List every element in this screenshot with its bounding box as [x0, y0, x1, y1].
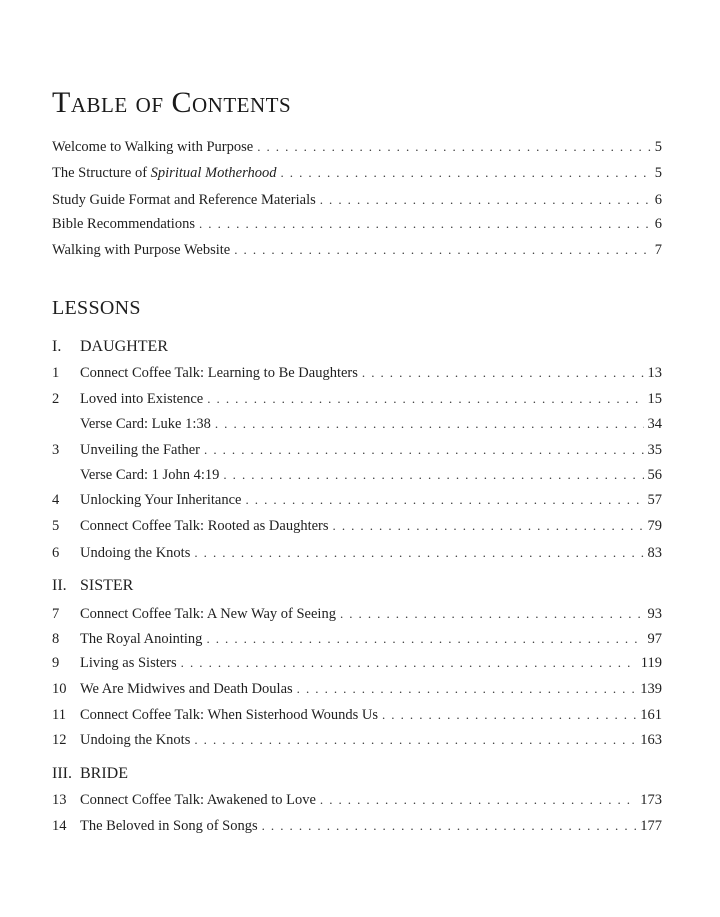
lesson-number: 6: [52, 545, 60, 561]
part-title: SISTER: [80, 577, 134, 594]
toc-entry[interactable]: [52, 543, 662, 563]
toc-entry-page: 15: [647, 391, 662, 407]
toc-entry-label: Undoing the Knots: [80, 545, 191, 561]
toc-entry-label: The Beloved in Song of Songs: [80, 818, 258, 834]
toc-entry[interactable]: [52, 516, 662, 536]
dot-leader: [199, 214, 651, 234]
page-title: Table of Contents: [52, 86, 292, 119]
dot-leader: [340, 604, 644, 624]
toc-entry-page: 6: [654, 192, 662, 208]
part-heading-bride: [52, 763, 662, 785]
lesson-number: 2: [52, 391, 60, 407]
toc-entry-label-italic: Spiritual Motherhood: [150, 165, 277, 181]
toc-entry-page: 177: [640, 818, 662, 834]
toc-entry-label: The Royal Anointing: [80, 631, 203, 647]
toc-entry-bible[interactable]: [52, 214, 662, 234]
lesson-number: 8: [52, 631, 60, 647]
dot-leader: [204, 440, 643, 460]
toc-entry-label: Connect Coffee Talk: A New Way of Seeing: [80, 606, 336, 622]
toc-entry-page: 79: [647, 518, 662, 534]
toc-entry[interactable]: [52, 790, 662, 810]
toc-entry-label: Welcome to Walking with Purpose: [52, 139, 254, 155]
toc-entry-page: 83: [647, 545, 662, 561]
toc-entry-label: Loved into Existence: [80, 391, 204, 407]
toc-entry-page: 34: [647, 416, 662, 432]
lesson-number: 5: [52, 518, 60, 534]
lesson-number: 11: [52, 707, 66, 723]
toc-entry-label: Undoing the Knots: [80, 732, 191, 748]
part-numeral: I.: [52, 338, 62, 355]
lesson-number: 10: [52, 681, 67, 697]
toc-entry[interactable]: [52, 604, 662, 624]
part-heading-sister: [52, 575, 662, 597]
lesson-number: 4: [52, 492, 60, 508]
part-numeral: II.: [52, 577, 67, 594]
lesson-number: 14: [52, 818, 67, 834]
dot-leader: [245, 490, 643, 510]
toc-entry-welcome[interactable]: [52, 137, 662, 157]
toc-entry-page: 93: [647, 606, 662, 622]
toc-entry-page: 7: [654, 242, 662, 258]
dot-leader: [257, 137, 651, 157]
toc-entry[interactable]: [52, 363, 662, 383]
dot-leader: [333, 516, 644, 536]
dot-leader: [382, 705, 636, 725]
lesson-number: 12: [52, 732, 67, 748]
lessons-heading: LESSONS: [52, 297, 141, 319]
dot-leader: [215, 414, 644, 434]
toc-entry-label: Living as Sisters: [80, 655, 177, 671]
dot-leader: [320, 190, 651, 210]
toc-entry[interactable]: [52, 490, 662, 510]
lesson-number: 7: [52, 606, 60, 622]
toc-entry-label: Verse Card: Luke 1:38: [80, 416, 211, 432]
dot-leader: [181, 653, 637, 673]
dot-leader: [207, 389, 643, 409]
toc-entry[interactable]: [52, 389, 662, 409]
dot-leader: [194, 730, 636, 750]
toc-entry-page: 97: [647, 631, 662, 647]
toc-entry[interactable]: [52, 414, 662, 434]
toc-entry-label: Connect Coffee Talk: Awakened to Love: [80, 792, 316, 808]
toc-entry-page: 173: [640, 792, 662, 808]
lesson-number: 3: [52, 442, 60, 458]
toc-entry-label: We Are Midwives and Death Doulas: [80, 681, 293, 697]
toc-entry[interactable]: [52, 653, 662, 673]
lesson-number: 9: [52, 655, 60, 671]
toc-entry-label: Unveiling the Father: [80, 442, 201, 458]
toc-entry-page: 163: [640, 732, 662, 748]
toc-entry-page: 56: [647, 467, 662, 483]
dot-leader: [297, 679, 637, 699]
toc-entry-label-prefix: The Structure of: [52, 165, 151, 181]
part-heading-daughter: [52, 336, 662, 358]
toc-entry-page: 6: [654, 216, 662, 232]
lesson-number: 13: [52, 792, 67, 808]
toc-entry-label: Connect Coffee Talk: Rooted as Daughters: [80, 518, 329, 534]
toc-entry[interactable]: [52, 679, 662, 699]
dot-leader: [234, 240, 651, 260]
toc-entry-page: 5: [654, 165, 662, 181]
dot-leader: [280, 163, 650, 183]
dot-leader: [206, 629, 643, 649]
toc-entry-structure[interactable]: [52, 163, 662, 183]
toc-entry[interactable]: [52, 705, 662, 725]
toc-entry[interactable]: [52, 730, 662, 750]
toc-entry-page: 35: [647, 442, 662, 458]
toc-entry[interactable]: [52, 465, 662, 485]
toc-entry-label: Connect Coffee Talk: When Sisterhood Wounds Us: [80, 707, 378, 723]
toc-entry-label: Verse Card: 1 John 4:19: [80, 467, 220, 483]
toc-entry-page: 119: [640, 655, 662, 671]
part-numeral: III.: [52, 765, 72, 782]
toc-entry-page: 13: [647, 365, 662, 381]
toc-entry-page: 161: [640, 707, 662, 723]
toc-entry[interactable]: [52, 816, 662, 836]
part-title: DAUGHTER: [80, 338, 168, 355]
toc-entry-label: Connect Coffee Talk: Learning to Be Daughters: [80, 365, 358, 381]
toc-entry[interactable]: [52, 629, 662, 649]
lesson-number: 1: [52, 365, 60, 381]
toc-entry-page: 5: [654, 139, 662, 155]
toc-entry-label: Unlocking Your Inheritance: [80, 492, 242, 508]
toc-entry-label: Study Guide Format and Reference Materials: [52, 192, 316, 208]
toc-entry-label: [52, 163, 276, 183]
toc-entry-label: Bible Recommendations: [52, 216, 195, 232]
dot-leader: [194, 543, 643, 563]
toc-entry[interactable]: [52, 440, 662, 460]
dot-leader: [320, 790, 636, 810]
dot-leader: [362, 363, 644, 383]
part-title: BRIDE: [80, 765, 128, 782]
toc-entry-study-guide[interactable]: [52, 190, 662, 210]
dot-leader: [262, 816, 637, 836]
toc-entry-page: 139: [640, 681, 662, 697]
dot-leader: [223, 465, 643, 485]
toc-entry-website[interactable]: [52, 240, 662, 260]
toc-entry-label: Walking with Purpose Website: [52, 242, 231, 258]
toc-entry-page: 57: [647, 492, 662, 508]
